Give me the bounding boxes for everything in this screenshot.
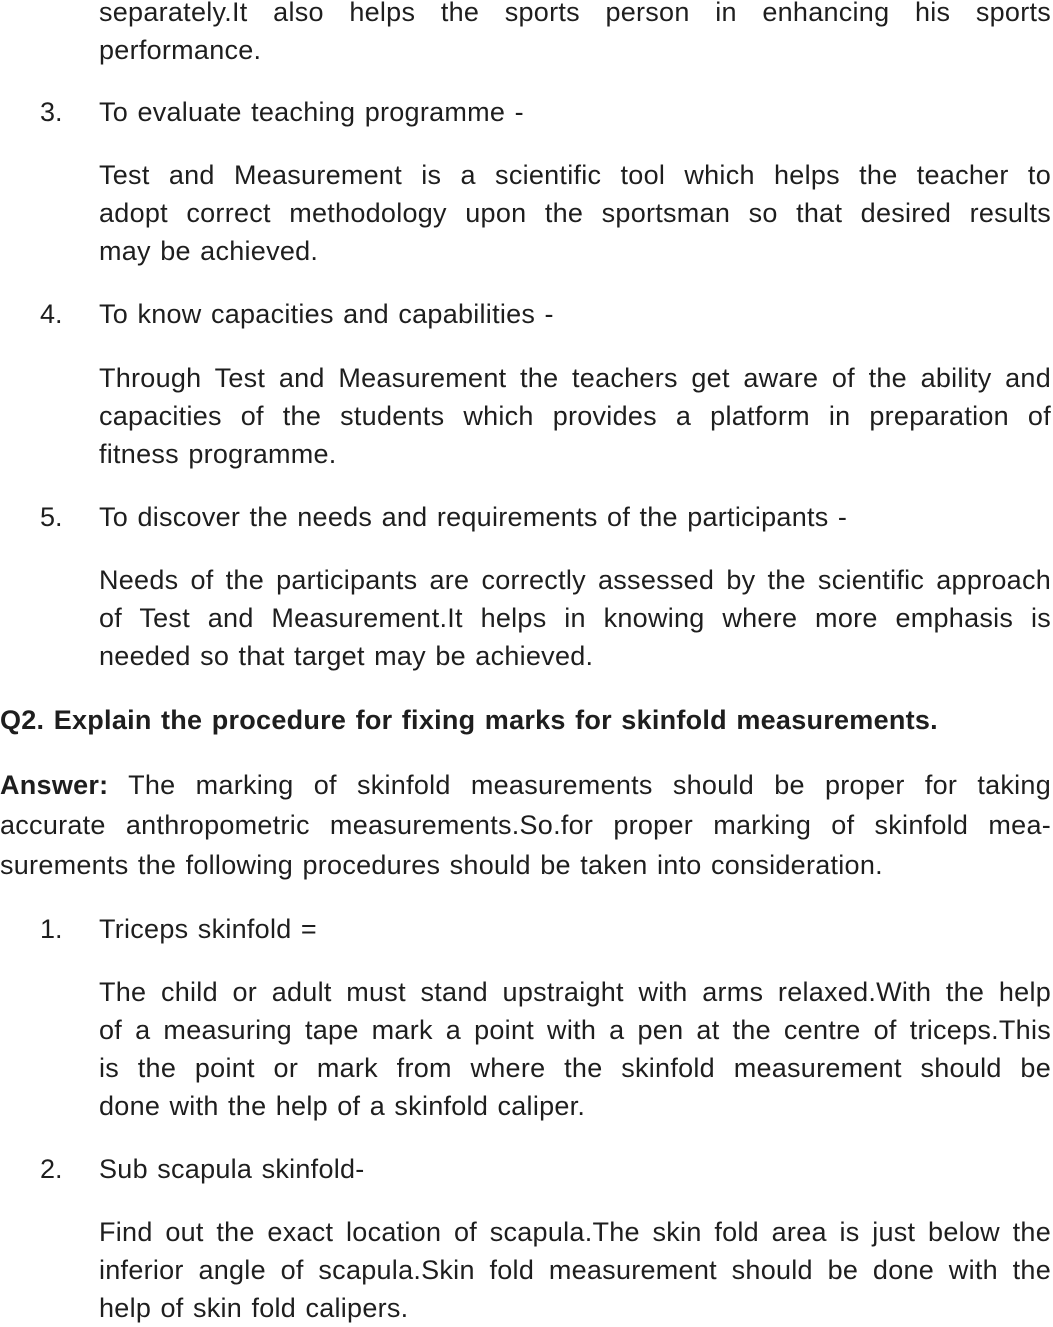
item-number: 5. bbox=[40, 502, 63, 532]
intro-line: performance. bbox=[99, 35, 262, 65]
step-number: 2. bbox=[40, 1154, 63, 1184]
item-number: 3. bbox=[40, 97, 63, 127]
answer-label: Answer: bbox=[0, 770, 109, 800]
answer-line: surements the following procedures should be taken into consideration. bbox=[0, 850, 883, 880]
step-text-line: of a measuring tape mark a point with a pen at the centre of triceps.This bbox=[99, 1015, 1051, 1045]
answer-text: The marking of skinfold measurements should be proper for taking bbox=[128, 770, 1052, 800]
step-text-line: done with the help of a skinfold caliper. bbox=[99, 1091, 586, 1121]
step-heading: Triceps skinfold = bbox=[99, 914, 317, 944]
item-text-line: fitness programme. bbox=[99, 439, 337, 469]
step-text-line: inferior angle of scapula.Skin fold measurement should be done with the bbox=[99, 1255, 1051, 1285]
item-text-line: Through Test and Measurement the teachers get aware of the ability and bbox=[99, 363, 1051, 393]
intro-line: separately.It also helps the sports person in enhancing his sports bbox=[99, 0, 1051, 27]
step-heading: Sub scapula skinfold- bbox=[99, 1154, 365, 1184]
step-text-line: is the point or mark from where the skinfold measurement should be bbox=[99, 1053, 1051, 1083]
item-text-line: Test and Measurement is a scientific tool which helps the teacher to bbox=[99, 160, 1051, 190]
item-heading: To discover the needs and requirements of the participants - bbox=[99, 502, 848, 532]
item-number: 4. bbox=[40, 299, 63, 329]
question-heading: Q2. Explain the procedure for fixing marks for skinfold measurements. bbox=[0, 705, 938, 735]
item-heading: To know capacities and capabilities - bbox=[99, 299, 554, 329]
step-text-line: Find out the exact location of scapula.The skin fold area is just below the bbox=[99, 1217, 1051, 1247]
item-heading: To evaluate teaching programme - bbox=[99, 97, 524, 127]
item-text-line: adopt correct methodology upon the sportsman so that desired results bbox=[99, 198, 1051, 228]
item-text-line: of Test and Measurement.It helps in knowing where more emphasis is bbox=[99, 603, 1051, 633]
step-number: 1. bbox=[40, 914, 63, 944]
step-text-line: help of skin fold calipers. bbox=[99, 1293, 409, 1323]
item-text-line: may be achieved. bbox=[99, 236, 319, 266]
item-text-line: needed so that target may be achieved. bbox=[99, 641, 594, 671]
item-text-line: Needs of the participants are correctly assessed by the scientific approach bbox=[99, 565, 1051, 595]
step-text-line: The child or adult must stand upstraight with arms relaxed.With the help bbox=[99, 977, 1051, 1007]
item-text-line: capacities of the students which provides a platform in preparation of bbox=[99, 401, 1051, 431]
answer-line: accurate anthropometric measurements.So.for proper marking of skinfold mea- bbox=[0, 810, 1051, 840]
answer-line bbox=[0, 766, 1051, 804]
